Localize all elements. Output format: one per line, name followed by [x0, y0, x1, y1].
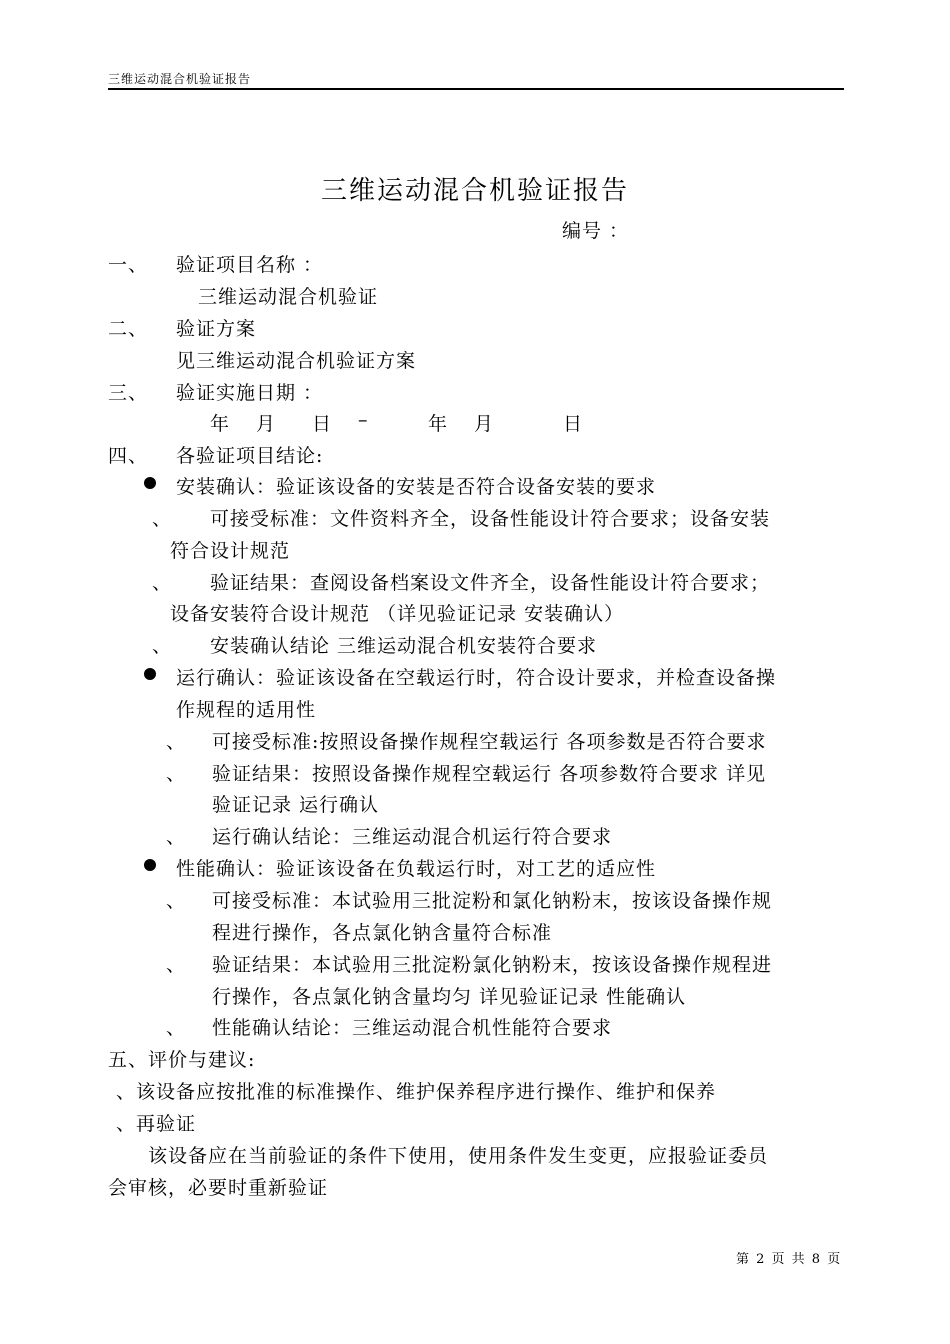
date-dash: –: [358, 409, 369, 431]
section-1-marker: 一、: [108, 254, 149, 276]
suggestion-paragraph-line2: 会审核，必要时重新验证: [108, 1177, 329, 1199]
list-mark: 、: [166, 1017, 187, 1039]
suggestion-item-1: 、该设备应按批准的标准操作、维护保养程序进行操作、维护和保养: [116, 1081, 717, 1103]
document-title: 三维运动混合机验证报告: [320, 176, 629, 206]
operation-result-line2: 验证记录 运行确认: [212, 794, 380, 816]
operation-conclusion: 运行确认结论：三维运动混合机运行符合要求: [212, 826, 613, 848]
operation-title-line2: 作规程的适用性: [176, 699, 317, 721]
install-result-line2: 设备安装符合设计规范 （详见验证记录 安装确认）: [170, 603, 625, 625]
section-1-content: 三维运动混合机验证: [198, 286, 379, 308]
page-number: 第 2 页 共 8 页: [736, 1252, 841, 1267]
operation-result-line1: 验证结果：按照设备操作规程空载运行 各项参数符合要求 详见: [212, 763, 767, 785]
performance-accept-line2: 程进行操作，各点氯化钠含量符合标准: [212, 922, 553, 944]
date-month-end: 月: [474, 413, 495, 435]
section-5-heading: 五、评价与建议:: [108, 1049, 256, 1071]
header-rule: [108, 88, 844, 90]
performance-conclusion: 性能确认结论：三维运动混合机性能符合要求: [212, 1017, 613, 1039]
list-mark: 、: [166, 731, 187, 753]
bullet-icon: [144, 859, 156, 871]
running-header: 三维运动混合机验证报告: [108, 72, 252, 86]
operation-title-line1: 运行确认：验证该设备在空载运行时，符合设计要求，并检查设备操: [176, 667, 777, 689]
date-year-start: 年: [210, 413, 231, 435]
list-mark: 、: [166, 954, 187, 976]
bullet-icon: [144, 477, 156, 489]
list-mark: 、: [152, 572, 173, 594]
date-day-start: 日: [312, 413, 333, 435]
install-conclusion: 安装确认结论 三维运动混合机安装符合要求: [210, 635, 598, 657]
performance-title: 性能确认：验证该设备在负载运行时，对工艺的适应性: [176, 858, 657, 880]
section-3-heading: 验证实施日期 ：: [176, 382, 324, 404]
section-4-marker: 四、: [108, 445, 149, 467]
suggestion-paragraph-line1: 该设备应在当前验证的条件下使用，使用条件发生变更，应报验证委员: [148, 1145, 769, 1167]
performance-accept-line1: 可接受标准：本试验用三批淀粉和氯化钠粉末，按该设备操作规: [212, 890, 773, 912]
date-year-end: 年: [428, 413, 449, 435]
list-mark: 、: [152, 635, 173, 657]
section-1-heading: 验证项目名称 ：: [176, 254, 324, 276]
install-result-line1: 验证结果：查阅设备档案设文件齐全，设备性能设计符合要求；: [210, 572, 771, 594]
section-3-marker: 三、: [108, 382, 149, 404]
section-2-heading: 验证方案: [176, 318, 257, 340]
suggestion-item-2: 、再验证: [116, 1113, 197, 1135]
list-mark: 、: [166, 763, 187, 785]
install-accept-line2: 符合设计规范: [170, 540, 291, 562]
number-label: 编号 ：: [562, 220, 630, 242]
install-accept-line1: 可接受标准：文件资料齐全，设备性能设计符合要求；设备安装: [210, 508, 771, 530]
list-mark: 、: [152, 508, 173, 530]
date-day-end: 日: [563, 413, 584, 435]
performance-result-line2: 行操作，各点氯化钠含量均匀 详见验证记录 性能确认: [212, 986, 687, 1008]
date-month-start: 月: [256, 413, 277, 435]
list-mark: 、: [166, 890, 187, 912]
list-mark: 、: [166, 826, 187, 848]
section-2-marker: 二、: [108, 318, 149, 340]
bullet-icon: [144, 668, 156, 680]
install-title: 安装确认：验证该设备的安装是否符合设备安装的要求: [176, 476, 657, 498]
section-2-content: 见三维运动混合机验证方案: [176, 350, 417, 372]
operation-accept: 可接受标准:按照设备操作规程空载运行 各项参数是否符合要求: [212, 731, 767, 753]
performance-result-line1: 验证结果：本试验用三批淀粉氯化钠粉末，按该设备操作规程进: [212, 954, 773, 976]
section-4-heading: 各验证项目结论:: [176, 445, 324, 467]
